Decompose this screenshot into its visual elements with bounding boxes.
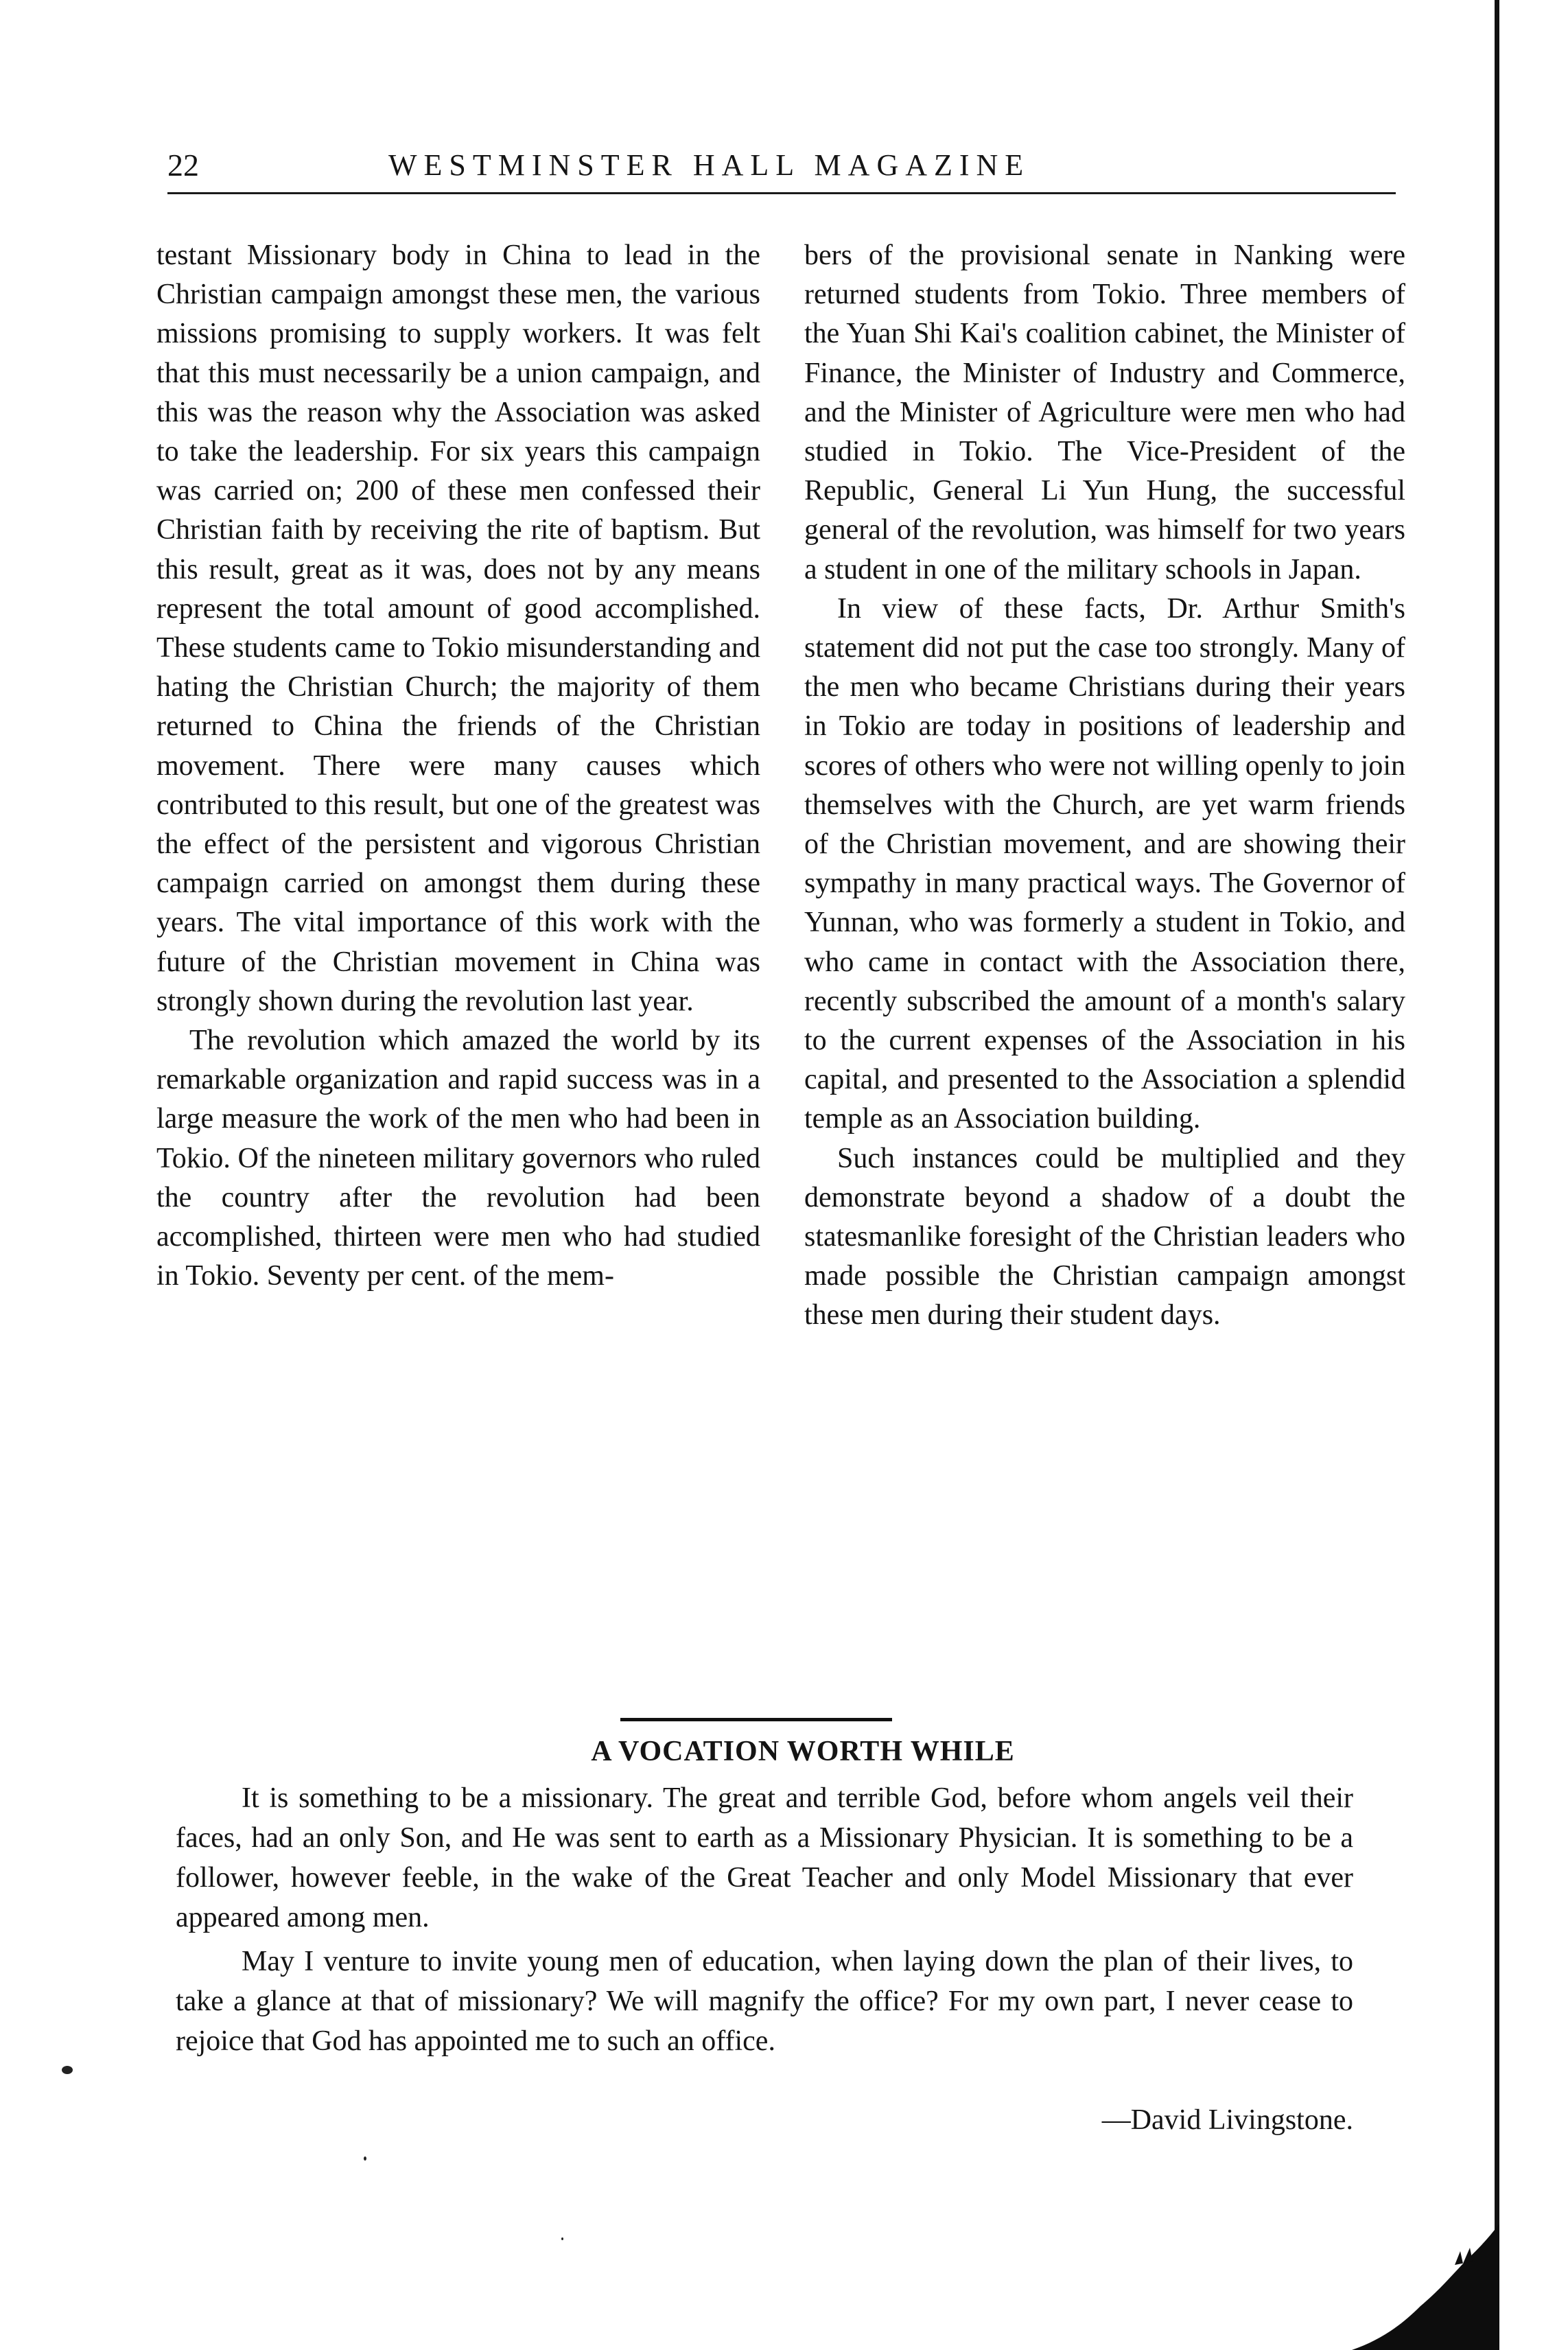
page-corner-shadow <box>1352 2224 1499 2350</box>
feature-body <box>176 1778 1353 2065</box>
section-divider <box>620 1718 892 1721</box>
ink-speck <box>561 2237 563 2240</box>
article-paragraph: In view of these facts, Dr. Arthur Smith's statement did not put the case too strongly. Many of the men who became Christians during their years in Tokio are today in positions of leadership and scores of others who were not willing openly to join themselves with the Church, are yet warm friends of the Christian movement, and are showing their sympathy in many practical ways. The Governor of Yunnan, who was formerly a student in Tokio, and who came in contact with the Association there, recently subscribed the amount of a month's salary to the current expenses of the Association in his capital, and presented to the Association a splendid temple as an Association building. <box>804 592 1406 1135</box>
page-edge-rule <box>1495 0 1499 2350</box>
feature-paragraph: It is something to be a missionary. The great and terrible God, before whom angels veil their faces, had an only Son, and He was sent to earth as a Missionary Physician. It is something to be a follower, however feeble, in the wake of the Great Teacher and only Model Missionary that ever appeared among men. <box>176 1782 1353 1933</box>
article-paragraph: bers of the provisional senate in Nanking were returned students from Tokio. Three members of the Yuan Shi Kai's coalition cabinet, the Minister of Finance, the Minister of Industry and Commerce, and the Minister of Agriculture were men who had studied in Tokio. The Vice-President of the Republic, General Li Yun Hung, the successful general of the revolution, was himself for two years a student in one of the military schools in Japan. <box>804 240 1405 585</box>
feature-paragraph: May I venture to invite young men of education, when laying down the plan of their lives, to take a glance at that of missionary? We will magnify the office? For my own part, I never cease to rejoice that God has appointed me to such an office. <box>176 1946 1353 2057</box>
article-paragraph: The revolution which amazed the world by its remarkable organization and rapid success was in a large measure the work of the men who had been in Tokio. Of the nineteen military governors who ruled the country after the revolution had been accomplished, thirteen were men who had studied in Tokio. Seventy per cent. of the mem- <box>156 1025 760 1292</box>
article-paragraph: Such instances could be multiplied and they demonstrate beyond a shadow of a doubt the statesmanlike foresight of the Christian leaders who made possible the Christian campaign amongst these men during their student days. <box>804 1142 1405 1331</box>
article-right-column <box>804 236 1405 1336</box>
ink-speck <box>62 2066 73 2074</box>
feature-attribution: —David Livingstone. <box>1101 2104 1353 2136</box>
article-paragraph: testant Missionary body in China to lead in the Christian campaign amongst these men, the various missions promising to supply workers. It was felt that this must necessarily be a union campaign, and this was the reason why the Association was asked to take the leadership. For six years this campaign was carried on; 200 of these men confessed their Christian faith by receiving the rite of baptism. But this result, great as it was, does not by any means represent the total amount of good accomplished. These students came to Tokio misunderstanding and hating the Christian Church; the majority of them returned to China the friends of the Christian movement. There were many causes which contributed to this result, but one of the greatest was the effect of the persistent and vigorous Christian campaign carried on amongst them during these years. The vital importance of this work with the future of the Christian movement in China was strongly shown during the revolution last year. <box>156 240 760 1017</box>
article-left-column <box>156 236 760 1296</box>
ink-speck <box>364 2156 366 2161</box>
running-title: WESTMINSTER HALL MAGAZINE <box>388 148 1031 182</box>
page-number: 22 <box>167 148 199 183</box>
header-rule <box>167 192 1396 194</box>
feature-title: A VOCATION WORTH WHILE <box>591 1736 1015 1767</box>
